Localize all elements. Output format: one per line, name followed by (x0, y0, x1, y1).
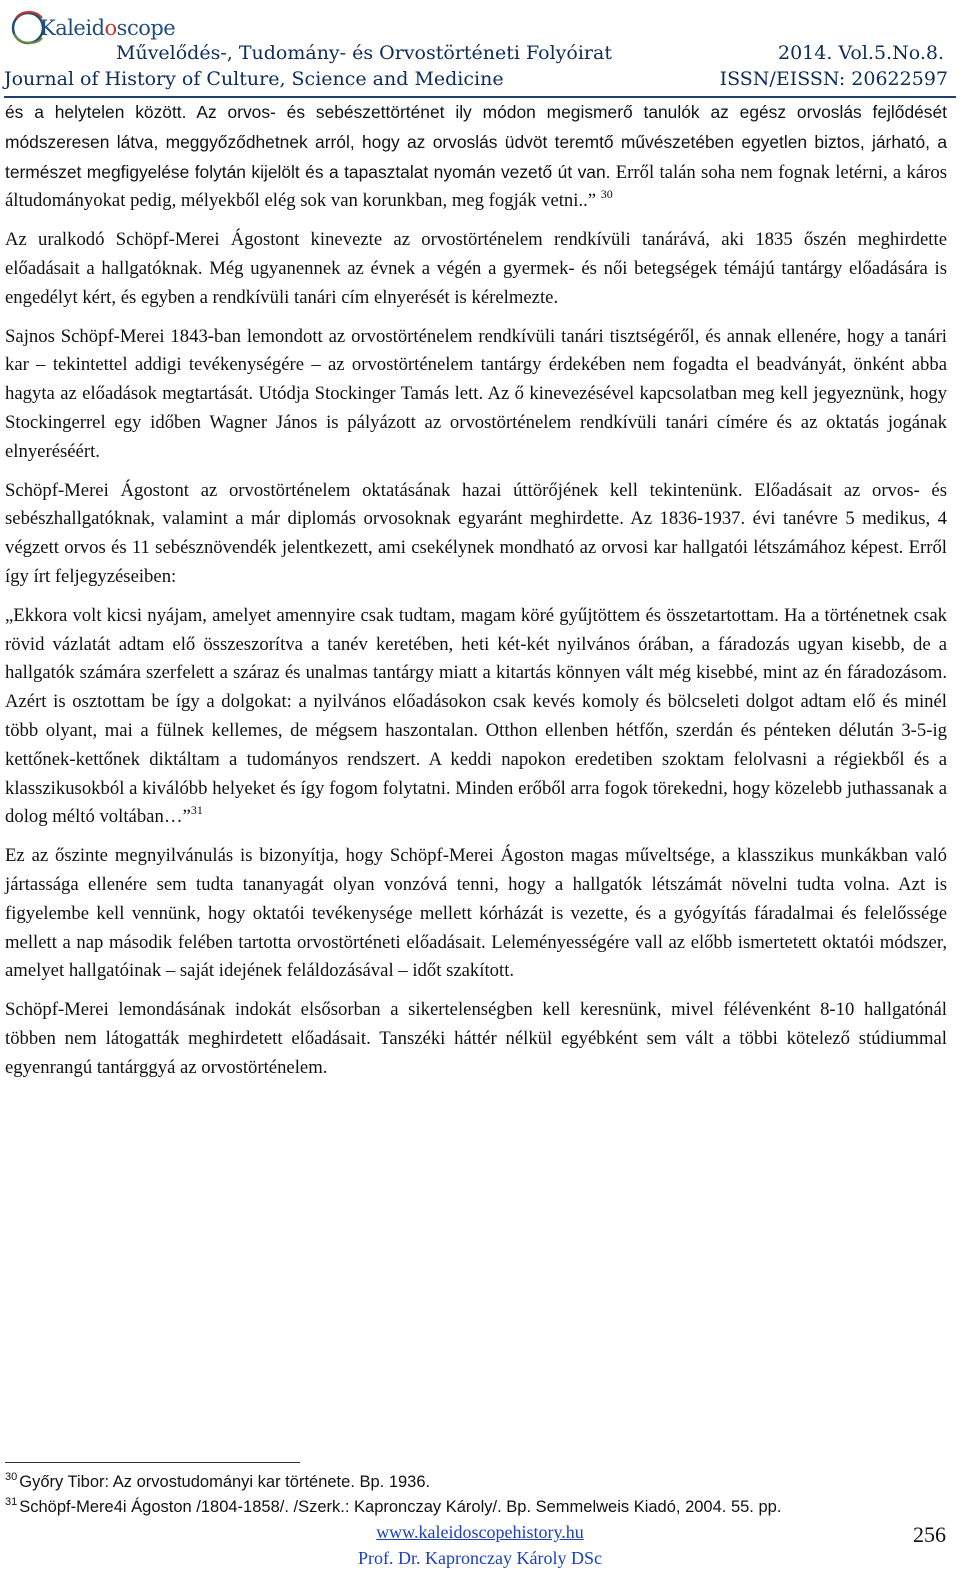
journal-title-english: Journal of History of Culture, Science and Medicine (4, 68, 504, 90)
footnote-ref-30[interactable]: 30 (600, 187, 613, 202)
paragraph-2: Az uralkodó Schöpf-Merei Ágostont kinevezte az orvostörténelem rendkívüli tanárává, aki 1835 őszén meghirdette előadásait a hallgatóknak. Még ugyanennek az évnek a végén a gyermek- és női betegségek témájú tantárgy előadására is engedélyt kért, és egyben a rendkívüli tanári cím elnyerését is kérelmezte. (5, 229, 947, 308)
paragraph-1 (5, 98, 947, 216)
footer-author: Prof. Dr. Kapronczay Károly DSc (358, 1548, 602, 1568)
paragraph-3: Sajnos Schöpf-Merei 1843-ban lemondott az orvostörténelem rendkívüli tanári tisztségéről, és annak ellenére, hogy a tanári kar – tekintettel addigi tevékenységére – az orvostörténelem tantárgy érdekében nem fogadta el beadványát, önként abba hagyta az előadások megtartását. Utódja Stockinger Tamás lett. Az ő kinevezésével kapcsolatban meg kell jegyeznünk, hogy Stockingerrel egy időben Wagner János is pályázott az orvostörténelem rendkívüli tanári címére és az oktatás jogának elnyeréséért. (5, 325, 947, 462)
journal-header (0, 0, 960, 96)
journal-volume: 2014. Vol.5.No.8. (778, 42, 944, 64)
quote-text: „Ekkora volt kicsi nyájam, amelyet amennyire csak tudtam, magam köré gyűjtöttem és összetartottam. Ha a történetnek csak rövid vázlatát adtam elő összeszorítva a tanév keretében, heti két-két nyilvános órában, a fáradozás ugyan kisebb, de a hallgatók számára szerfelett a száraz és unalmas tantárgy miatt a kitartás könnyen vált még kisebbé, mint az én fáradozásom. Azért is osztottam be így a dolgokat: a nyilvános előadásokon csak kevés komoly és bölcseleti dolgot adtam elő és minél több olyant, mai a fülnek kellemes, de mégsem haszontalan. Otthon ellenben hétfőn, szerdán és pénteken délután 3-5-ig kettőnek-kettőnek diktáltam a tudományos rendszert. A keddi napokon eredetiben szoktam felolvasni a régiekből és a klasszikusokból a kiválóbb helyeket és így fogom folytatni. Minden erőből arra fogok törekedni, hogy közelebb juthassanak a dolog méltó voltában…” (5, 604, 947, 828)
paragraph-7: Schöpf-Merei lemondásának indokát elsősorban a sikertelenségben kell keresnünk, mivel félévenként 8-10 hallgatónál többen nem látogatták meghirdetett előadásait. Tanszéki háttér nélkül egyébként sem vált a többi kötelező stúdiummal egyenrangú tantárggyá az orvostörténelem. (5, 999, 947, 1078)
footnote-text: Győry Tibor: Az orvostudományi kar története. Bp. 1936. (19, 1473, 431, 1491)
footnote-divider (5, 1462, 300, 1463)
footnote-number: 31 (5, 1496, 18, 1508)
journal-title-hungarian: Művelődés-, Tudomány- és Orvostörténeti Folyóirat (116, 42, 612, 64)
footnote-31 (5, 1495, 945, 1520)
paragraph-5-quote (5, 602, 947, 832)
article-body (5, 98, 947, 1083)
journal-issn: ISSN/EISSN: 20622597 (719, 68, 948, 90)
footnotes (5, 1470, 945, 1520)
paragraph-1-sans-text: és a helytelen között. Az orvos- és sebészettörténet ily módon megismerő tanulók az egész orvoslás fejlődését módszeresen látva, meggyőződhetnek arról, hogy az orvoslás üdvöt teremtő művészetében egyetlen biztos, járható, a természet megfigyelése folytán kijelölt és a tapasztalat nyomán vezető út van. (5, 102, 947, 182)
footnote-text: Schöpf-Mere4i Ágoston /1804-1858/. /Szerk.: Kapronczay Károly/. Bp. Semmelweis Kiadó, 2004. 55. pp. (19, 1498, 782, 1516)
page-number: 256 (913, 1522, 946, 1547)
website-link[interactable]: www.kaleidoscopehistory.hu (376, 1522, 584, 1542)
footnote-number: 30 (5, 1471, 18, 1483)
footnote-30 (5, 1470, 945, 1495)
paragraph-6: Ez az őszinte megnyilvánulás is bizonyítja, hogy Schöpf-Merei Ágoston magas műveltsége, a klasszikus munkákban való jártassága ellenére sem tudta tananyagát olyan vonzóvá tenni, hogy a hallgatók létszámát növelni tudta volna. Azt is figyelembe kell vennünk, hogy oktatói tevékenysége mellett kórházát is vezette, és a gyógyítás fáradalmai és felelőssége mellett a nap második felében tartotta orvostörténeti előadásait. Leleményességére vall az előbb ismertetett oktatói módszer, amelyet hallgatóinak – saját idejének feláldozásával – időt szakított. (5, 845, 947, 982)
paragraph-4: Schöpf-Merei Ágostont az orvostörténelem oktatásának hazai úttörőjének kell tekintenünk. Előadásait az orvos- és sebészhallgatóknak, valamint a már diplomás orvosoknak egyaránt meghirdette. Az 1836-1937. évi tanévre 5 medikus, 4 végzett orvos és 11 sebésznövendék jelentkezett, ami csekélynek mondható az orvosi kar hallgatói létszámához képest. Erről így írt feljegyzéseiben: (5, 479, 947, 587)
paragraph-1-serif-text: Erről talán soha nem fognak letérni, a káros áltudományokat pedig, mélyekből elég sok van korunkban, meg fogják vetni..” (5, 161, 947, 212)
footnote-ref-31[interactable]: 31 (190, 803, 203, 818)
logo-wordmark: Kaleidoscope (40, 16, 176, 40)
